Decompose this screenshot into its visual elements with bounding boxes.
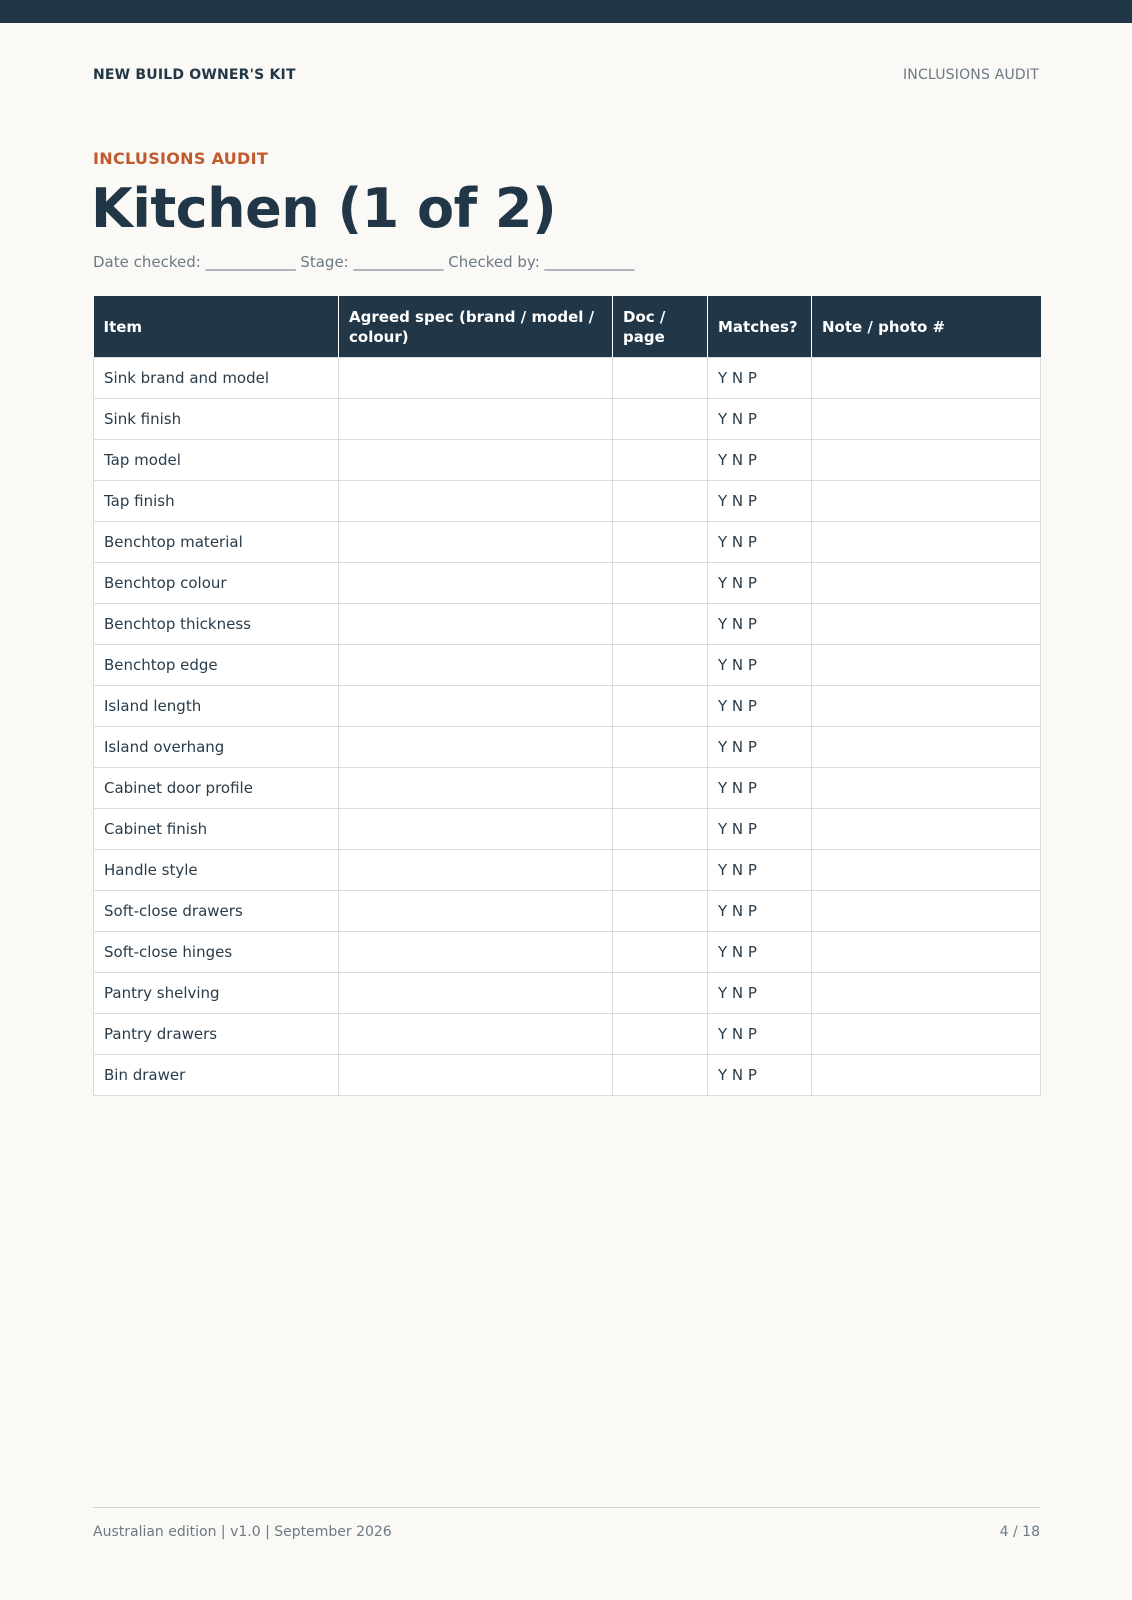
cell-agreed-spec[interactable]: [339, 932, 613, 973]
cell-doc-page[interactable]: [613, 932, 708, 973]
cell-matches[interactable]: Y N P: [708, 973, 812, 1014]
column-header-note-photo: Note / photo #: [812, 296, 1041, 358]
cell-item: Pantry shelving: [94, 973, 339, 1014]
cell-agreed-spec[interactable]: [339, 768, 613, 809]
cell-note-photo[interactable]: [812, 932, 1041, 973]
cell-doc-page[interactable]: [613, 809, 708, 850]
cell-doc-page[interactable]: [613, 1055, 708, 1096]
cell-agreed-spec[interactable]: [339, 563, 613, 604]
cell-agreed-spec[interactable]: [339, 645, 613, 686]
cell-note-photo[interactable]: [812, 973, 1041, 1014]
cell-matches[interactable]: Y N P: [708, 891, 812, 932]
table-row: [94, 481, 1041, 522]
cell-item: Soft-close hinges: [94, 932, 339, 973]
table-row: [94, 809, 1041, 850]
cell-agreed-spec[interactable]: [339, 891, 613, 932]
table-row: [94, 522, 1041, 563]
cell-item: Tap model: [94, 440, 339, 481]
cell-note-photo[interactable]: [812, 358, 1041, 399]
cell-item: Handle style: [94, 850, 339, 891]
table-row: [94, 645, 1041, 686]
cell-matches[interactable]: Y N P: [708, 358, 812, 399]
edition-info: Australian edition | v1.0 | September 2026: [93, 1524, 392, 1540]
cell-note-photo[interactable]: [812, 440, 1041, 481]
table-row: [94, 932, 1041, 973]
cell-item: Tap finish: [94, 481, 339, 522]
cell-doc-page[interactable]: [613, 358, 708, 399]
cell-matches[interactable]: Y N P: [708, 686, 812, 727]
table-row: [94, 440, 1041, 481]
cell-matches[interactable]: Y N P: [708, 645, 812, 686]
cell-item: Benchtop edge: [94, 645, 339, 686]
cell-note-photo[interactable]: [812, 850, 1041, 891]
section-eyebrow: INCLUSIONS AUDIT: [93, 149, 269, 168]
page-number: 4 / 18: [999, 1524, 1040, 1540]
cell-matches[interactable]: Y N P: [708, 768, 812, 809]
table-row: [94, 727, 1041, 768]
cell-note-photo[interactable]: [812, 645, 1041, 686]
cell-agreed-spec[interactable]: [339, 727, 613, 768]
cell-item: Sink brand and model: [94, 358, 339, 399]
cell-matches[interactable]: Y N P: [708, 727, 812, 768]
table-row: [94, 850, 1041, 891]
cell-note-photo[interactable]: [812, 809, 1041, 850]
cell-item: Benchtop material: [94, 522, 339, 563]
cell-agreed-spec[interactable]: [339, 481, 613, 522]
cell-note-photo[interactable]: [812, 768, 1041, 809]
cell-agreed-spec[interactable]: [339, 809, 613, 850]
cell-doc-page[interactable]: [613, 563, 708, 604]
cell-doc-page[interactable]: [613, 973, 708, 1014]
cell-note-photo[interactable]: [812, 1055, 1041, 1096]
table-row: [94, 686, 1041, 727]
cell-matches[interactable]: Y N P: [708, 440, 812, 481]
table-header: [94, 296, 1041, 358]
cell-item: Cabinet finish: [94, 809, 339, 850]
table-body: [94, 358, 1041, 1096]
cell-agreed-spec[interactable]: [339, 850, 613, 891]
cell-agreed-spec[interactable]: [339, 1014, 613, 1055]
cell-agreed-spec[interactable]: [339, 358, 613, 399]
table-row: [94, 1055, 1041, 1096]
table-row: [94, 1014, 1041, 1055]
cell-doc-page[interactable]: [613, 604, 708, 645]
cell-doc-page[interactable]: [613, 686, 708, 727]
cell-doc-page[interactable]: [613, 891, 708, 932]
cell-item: Cabinet door profile: [94, 768, 339, 809]
cell-note-photo[interactable]: [812, 1014, 1041, 1055]
table-row: [94, 768, 1041, 809]
running-header: [93, 67, 1039, 83]
page-footer: [93, 1524, 1040, 1540]
cell-matches[interactable]: Y N P: [708, 1055, 812, 1096]
column-header-agreed-spec: Agreed spec (brand / model / colour): [339, 296, 613, 358]
cell-matches[interactable]: Y N P: [708, 481, 812, 522]
cell-item: Benchtop thickness: [94, 604, 339, 645]
cell-item: Sink finish: [94, 399, 339, 440]
cell-matches[interactable]: Y N P: [708, 522, 812, 563]
cell-agreed-spec[interactable]: [339, 604, 613, 645]
cell-doc-page[interactable]: [613, 768, 708, 809]
cell-agreed-spec[interactable]: [339, 522, 613, 563]
cell-item: Bin drawer: [94, 1055, 339, 1096]
cell-doc-page[interactable]: [613, 399, 708, 440]
cell-matches[interactable]: Y N P: [708, 809, 812, 850]
cell-doc-page[interactable]: [613, 522, 708, 563]
cell-doc-page[interactable]: [613, 645, 708, 686]
cell-matches[interactable]: Y N P: [708, 563, 812, 604]
inclusions-audit-table: [93, 296, 1041, 1096]
cell-doc-page[interactable]: [613, 440, 708, 481]
cell-note-photo[interactable]: [812, 522, 1041, 563]
table-row: [94, 973, 1041, 1014]
section-name: INCLUSIONS AUDIT: [902, 67, 1039, 83]
cell-item: Benchtop colour: [94, 563, 339, 604]
cell-matches[interactable]: Y N P: [708, 932, 812, 973]
table-row: [94, 604, 1041, 645]
cell-doc-page[interactable]: [613, 1014, 708, 1055]
table-row: [94, 891, 1041, 932]
cell-item: Island length: [94, 686, 339, 727]
table-header-row: [94, 296, 1041, 358]
cell-note-photo[interactable]: [812, 727, 1041, 768]
cell-item: Pantry drawers: [94, 1014, 339, 1055]
document-name: NEW BUILD OWNER'S KIT: [93, 67, 296, 83]
page-title: Kitchen (1 of 2): [91, 177, 557, 240]
cell-item: Island overhang: [94, 727, 339, 768]
cell-agreed-spec[interactable]: [339, 1055, 613, 1096]
cell-matches[interactable]: Y N P: [708, 604, 812, 645]
column-header-item: Item: [94, 296, 339, 358]
cell-note-photo[interactable]: [812, 604, 1041, 645]
cell-agreed-spec[interactable]: [339, 686, 613, 727]
column-header-doc-page: Doc / page: [613, 296, 708, 358]
cell-agreed-spec[interactable]: [339, 973, 613, 1014]
cell-note-photo[interactable]: [812, 686, 1041, 727]
table-row: [94, 399, 1041, 440]
cell-matches[interactable]: Y N P: [708, 1014, 812, 1055]
cell-doc-page[interactable]: [613, 850, 708, 891]
cell-agreed-spec[interactable]: [339, 399, 613, 440]
cell-matches[interactable]: Y N P: [708, 850, 812, 891]
cell-note-photo[interactable]: [812, 891, 1041, 932]
cell-agreed-spec[interactable]: [339, 440, 613, 481]
cell-matches[interactable]: Y N P: [708, 399, 812, 440]
table-row: [94, 563, 1041, 604]
table-row: [94, 358, 1041, 399]
column-header-matches: Matches?: [708, 296, 812, 358]
cell-doc-page[interactable]: [613, 481, 708, 522]
footer-divider: [93, 1507, 1040, 1508]
cell-note-photo[interactable]: [812, 563, 1041, 604]
cell-doc-page[interactable]: [613, 727, 708, 768]
cell-note-photo[interactable]: [812, 481, 1041, 522]
cell-item: Soft-close drawers: [94, 891, 339, 932]
top-accent-bar: [0, 0, 1132, 23]
cell-note-photo[interactable]: [812, 399, 1041, 440]
sign-off-line: Date checked: ____________ Stage: ____________ Checked by: ____________: [93, 253, 635, 271]
